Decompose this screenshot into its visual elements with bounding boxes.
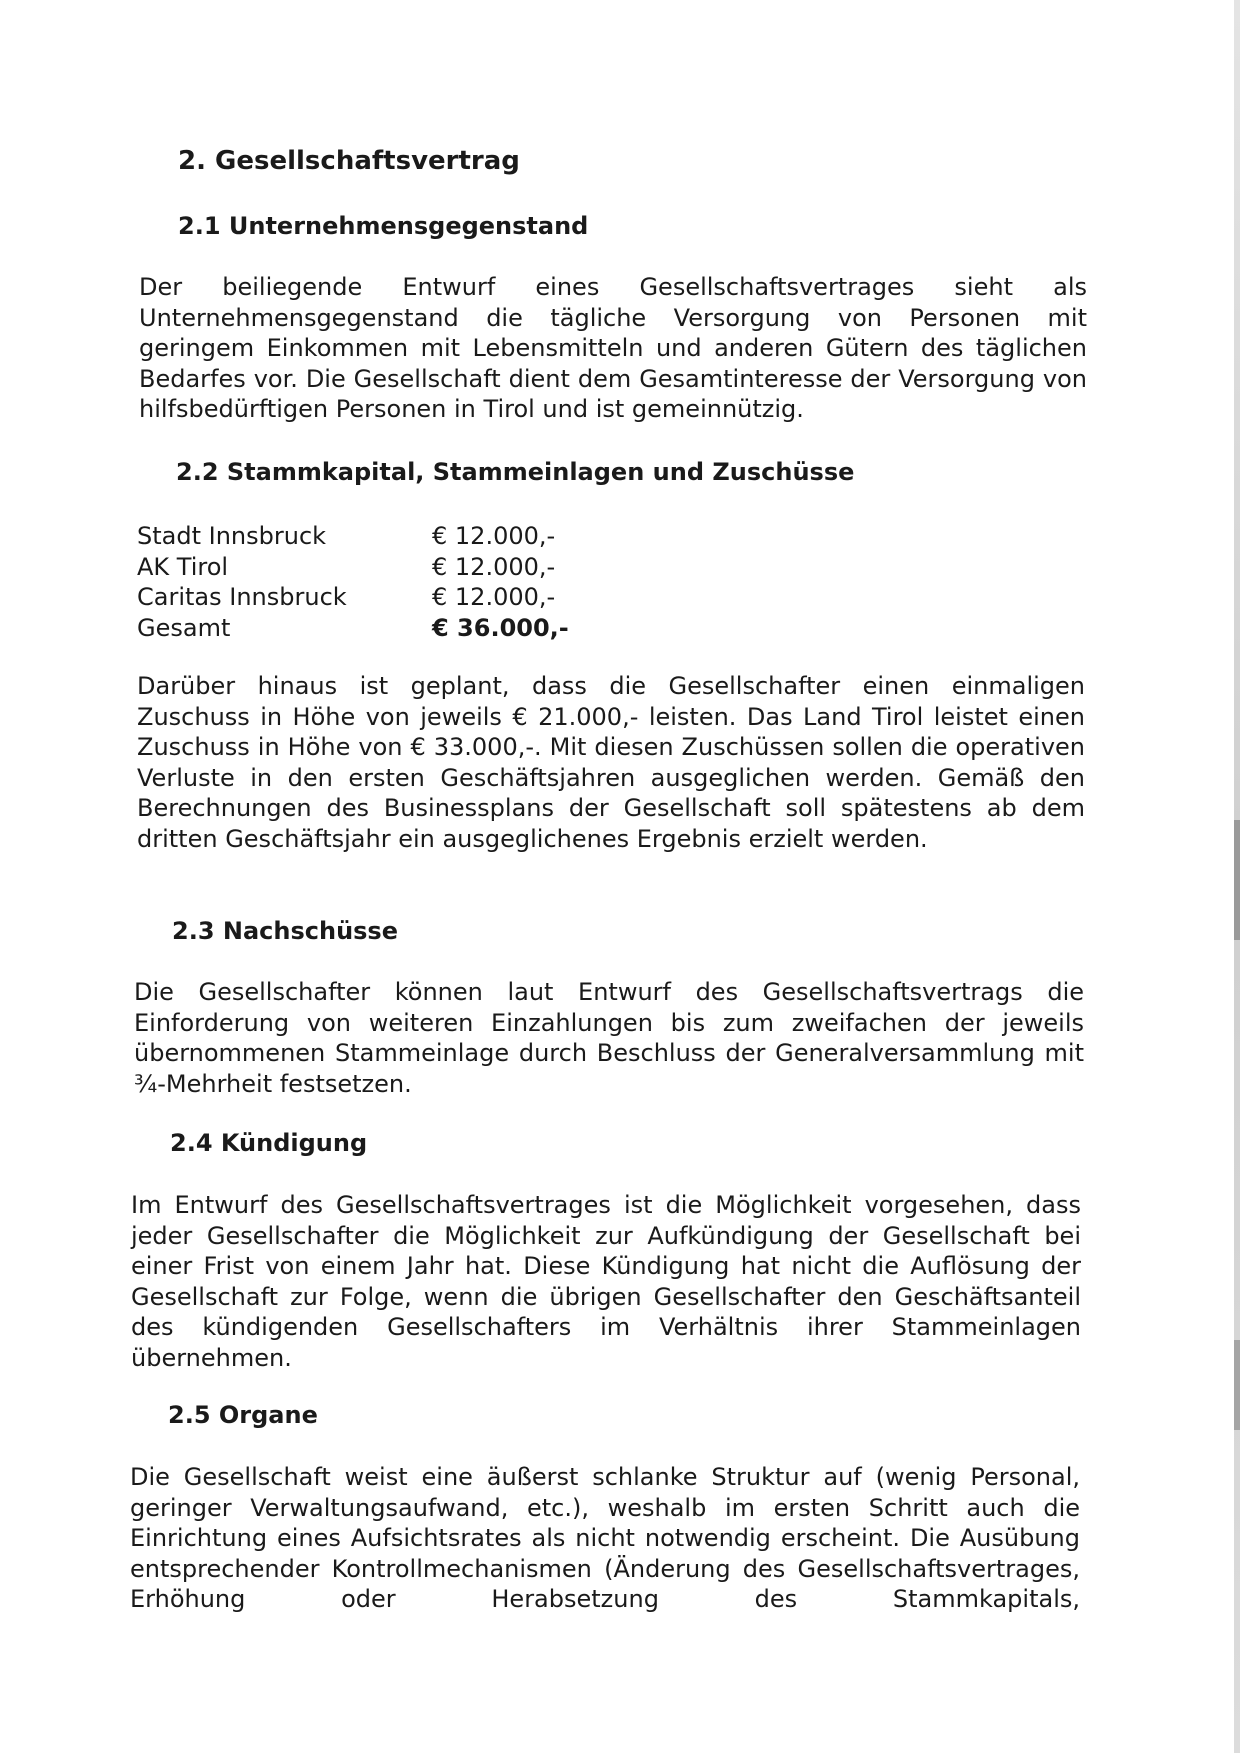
scan-shadow-mark: [1234, 820, 1240, 940]
shareholder-amount: € 12.000,-: [432, 583, 556, 611]
table-row: [137, 552, 569, 583]
section-heading-2-3: 2.3 Nachschüsse: [172, 917, 398, 945]
section-heading-2-2: 2.2 Stammkapital, Stammeinlagen und Zuschüsse: [176, 458, 855, 486]
shareholder-name: Caritas Innsbruck: [137, 583, 347, 611]
total-label: Gesamt: [137, 613, 231, 642]
section-2-3-paragraph: Die Gesellschafter können laut Entwurf des Gesellschaftsvertrags die Einforderung von weiteren Einzahlungen bis zum zweifachen der jeweils übernommenen Stammeinlage durch Beschluss der Generalversammlung mit ¾-Mehrheit festsetzen.: [134, 978, 1084, 1098]
table-row-total: [137, 613, 569, 644]
section-heading-2-1: 2.1 Unternehmensgegenstand: [178, 212, 589, 240]
table-row: [137, 521, 569, 552]
shareholder-name: AK Tirol: [137, 552, 229, 581]
section-2-4-paragraph: Im Entwurf des Gesellschaftsvertrages ist die Möglichkeit vorgesehen, dass jeder Gesellschafter die Möglichkeit zur Aufkündigung der Gesellschaft bei einer Frist von einem Jahr hat. Diese Kündigung hat nicht die Auflösung der Gesellschaft zur Folge, wenn die übrigen Gesellschafter den Geschäftsanteil des kündigenden Gesellschafters im Verhältnis ihrer Stammeinlagen übernehmen.: [131, 1191, 1081, 1372]
scan-edge-shading: [1234, 0, 1240, 1753]
section-heading-2-4: 2.4 Kündigung: [170, 1129, 368, 1157]
section-2-5-paragraph: Die Gesellschaft weist eine äußerst schlanke Struktur auf (wenig Personal, geringer Verwaltungsaufwand, etc.), weshalb im ersten Schritt auch die Einrichtung eines Aufsichtsrates als nicht notwendig erscheint. Die Ausübung entsprechender Kontrollmechanismen (Änderung des Gesellschaftsvertrages, Erhöhung oder Herabsetzung des Stammkapitals,: [130, 1463, 1080, 1613]
stammkapital-table: [137, 521, 569, 643]
total-amount: € 36.000,-: [432, 613, 569, 642]
section-heading-2-5: 2.5 Organe: [168, 1401, 318, 1429]
shareholder-name: Stadt Innsbruck: [137, 522, 327, 550]
section-2-1-paragraph: Der beiliegende Entwurf eines Gesellschaftsvertrages sieht als Unternehmensgegenstand die tägliche Versorgung von Personen mit geringem Einkommen mit Lebensmitteln und anderen Gütern des täglichen Bedarfes vor. Die Gesellschaft dient dem Gesamtinteresse der Versorgung von hilfsbedürftigen Personen in Tirol und ist gemeinnützig.: [139, 273, 1087, 423]
document-title: 2. Gesellschaftsvertrag: [178, 146, 520, 176]
shareholder-amount: € 12.000,-: [432, 522, 556, 550]
scan-shadow-mark: [1234, 1340, 1240, 1430]
table-row: [137, 582, 569, 613]
shareholder-amount: € 12.000,-: [432, 552, 556, 581]
section-2-2-paragraph: Darüber hinaus ist geplant, dass die Gesellschafter einen einmaligen Zuschuss in Höhe von jeweils € 21.000,- leisten. Das Land Tirol leistet einen Zuschuss in Höhe von € 33.000,-. Mit diesen Zuschüssen sollen die operativen Verluste in den ersten Geschäftsjahren ausgeglichen werden. Gemäß den Berechnungen des Businessplans der Gesellschaft soll spätestens ab dem dritten Geschäftsjahr ein ausgeglichenes Ergebnis erzielt werden.: [137, 672, 1085, 853]
